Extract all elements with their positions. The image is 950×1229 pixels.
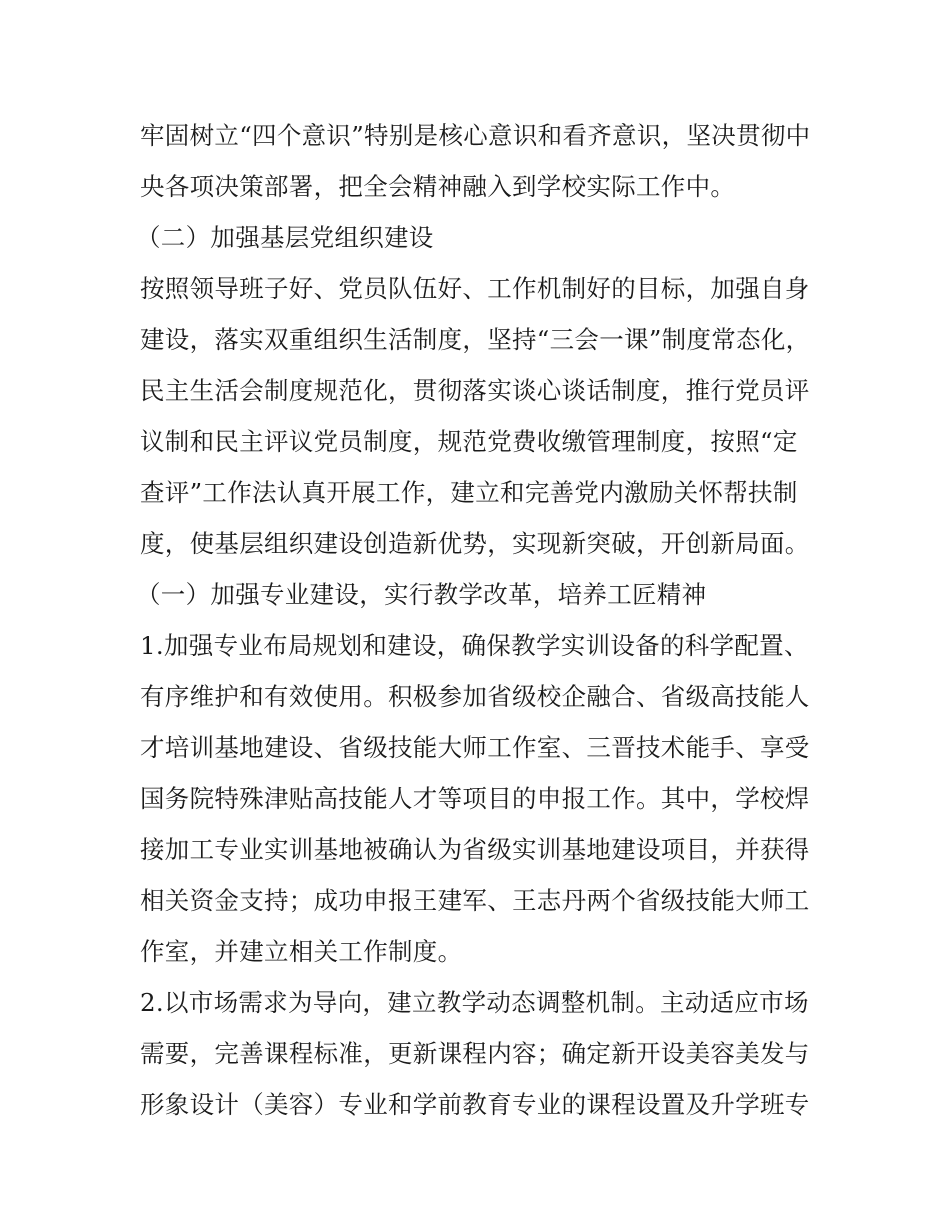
numbered-item-line: 2.以市场需求为导向，建立教学动态调整机制。主动适应市场 <box>140 988 809 1017</box>
text-line: 有序维护和有效使用。积极参加省级校企融合、省级高技能人 <box>140 682 810 711</box>
text-line: 度，使基层组织建设创造新优势，实现新突破，开创新局面。 <box>140 529 810 558</box>
text-line: 建设，落实双重组织生活制度，坚持“三会一课”制度常态化， <box>140 325 811 354</box>
text-line: 按照领导班子好、党员队伍好、工作机制好的目标，加强自身 <box>140 274 810 303</box>
numbered-item-line: 1.加强专业布局规划和建设，确保教学实训设备的科学配置、 <box>140 631 809 660</box>
text-line: 相关资金支持；成功申报王建军、王志丹两个省级技能大师工 <box>140 886 810 915</box>
text-line: 作室，并建立相关工作制度。 <box>140 937 463 966</box>
text-line: 央各项决策部署，把全会精神融入到学校实际工作中。 <box>140 172 736 201</box>
text-line: 接加工专业实训基地被确认为省级实训基地建设项目，并获得 <box>140 835 810 864</box>
text-line: 形象设计（美容）专业和学前教育专业的课程设置及升学班专 <box>140 1090 810 1119</box>
text-line: 牢固树立“四个意识”特别是核心意识和看齐意识，坚决贯彻中 <box>140 121 811 150</box>
text-line: 国务院特殊津贴高技能人才等项目的申报工作。其中，学校焊 <box>140 784 810 813</box>
text-line: 才培训基地建设、省级技能大师工作室、三晋技术能手、享受 <box>140 733 810 762</box>
document-body <box>136 110 820 1130</box>
text-line: 查评”工作法认真开展工作，建立和完善党内激励关怀帮扶制 <box>140 478 798 507</box>
text-line: 民主生活会制度规范化，贯彻落实谈心谈话制度，推行党员评 <box>140 376 810 405</box>
text-line: 需要，完善课程标准，更新课程内容；确定新开设美容美发与 <box>140 1039 810 1068</box>
section-heading: （一）加强专业建设，实行教学改革，培养工匠精神 <box>136 580 707 609</box>
section-heading: （二）加强基层党组织建设 <box>136 223 434 252</box>
text-line: 议制和民主评议党员制度，规范党费收缴管理制度，按照“定 <box>140 427 798 456</box>
